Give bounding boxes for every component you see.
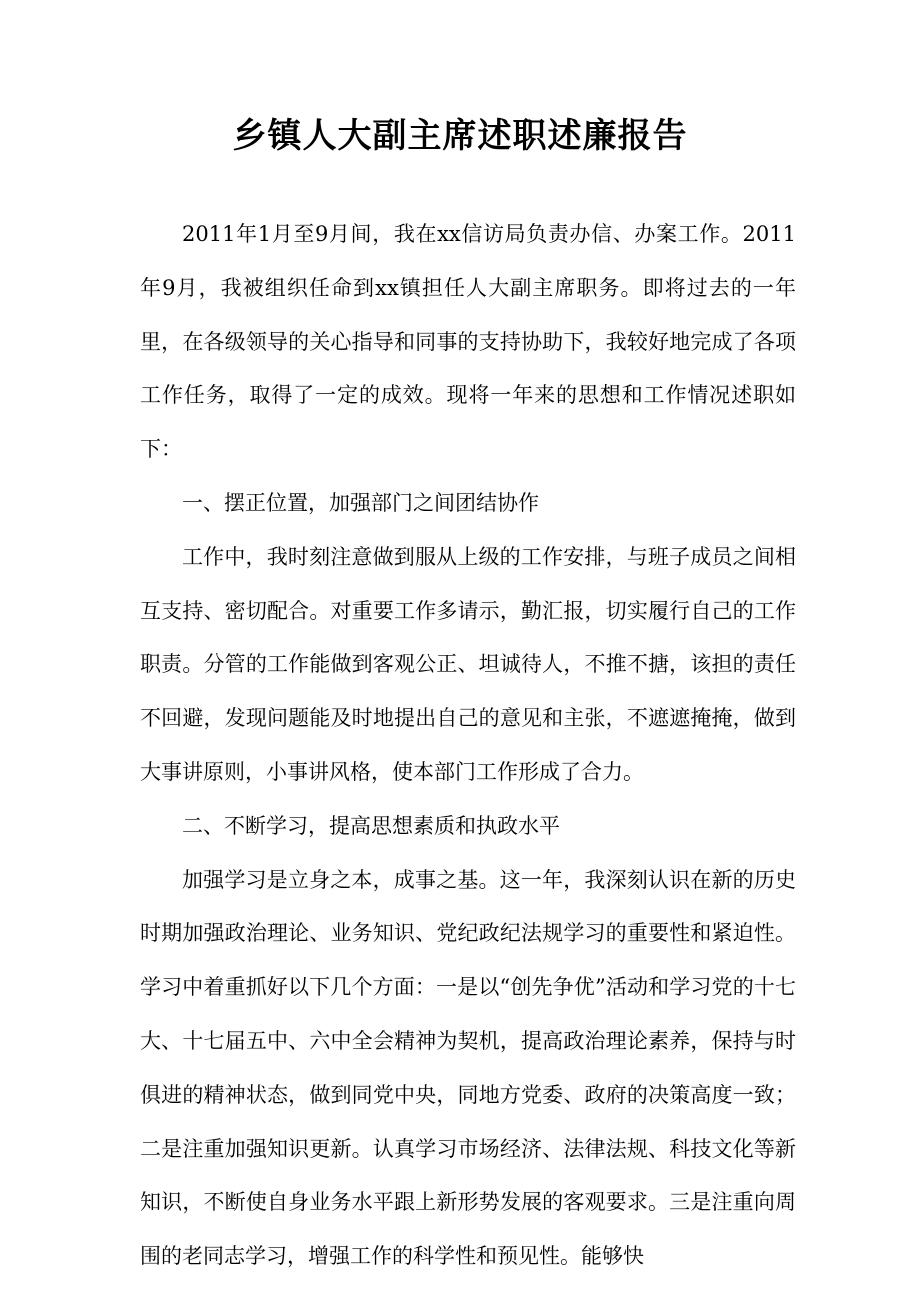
paragraph-section-2: 加强学习是立身之本，成事之基。这一年，我深刻认识在新的历史时期加强政治理论、业务知识、党纪政纪法规学习的重要性和紧迫性。学习中着重抓好以下几个方面：一是以“创先争优”活动和学习党的十七大、十七届五中、六中全会精神为契机，提高政治理论素养，保持与时俱进的精神状态，做到同党中央，同地方党委、政府的决策高度一致；二是注重加强知识更新。认真学习市场经济、法律法规、科技文化等新知识，不断使自身业务水平跟上新形势发展的客观要求。三是注重向周围的老同志学习，增强工作的科学性和预见性。能够快 bbox=[140, 867, 796, 1269]
section-heading-2: 二、不断学习，提高思想素质和执政水平 bbox=[182, 813, 560, 838]
paragraph-intro: 2011年1月至9月间，我在xx信访局负责办信、办案工作。2011年9月，我被组织任命到xx镇担任人大副主席职务。即将过去的一年里，在各级领导的关心指导和同事的支持协助下，我较好地完成了各项工作任务，取得了一定的成效。现将一年来的思想和工作情况述职如下： bbox=[140, 222, 796, 462]
document-title: 乡镇人大副主席述职述廉报告 bbox=[232, 116, 688, 156]
section-heading-1: 一、摆正位置，加强部门之间团结协作 bbox=[182, 490, 539, 515]
paragraph-section-1: 工作中，我时刻注意做到服从上级的工作安排，与班子成员之间相互支持、密切配合。对重要工作多请示，勤汇报，切实履行自己的工作职责。分管的工作能做到客观公正、坦诚待人，不推不搪，该担的责任不回避，发现问题能及时地提出自己的意见和主张，不遮遮掩掩，做到大事讲原则，小事讲风格，使本部门工作形成了合力。 bbox=[140, 544, 796, 784]
document-body bbox=[140, 208, 796, 1284]
